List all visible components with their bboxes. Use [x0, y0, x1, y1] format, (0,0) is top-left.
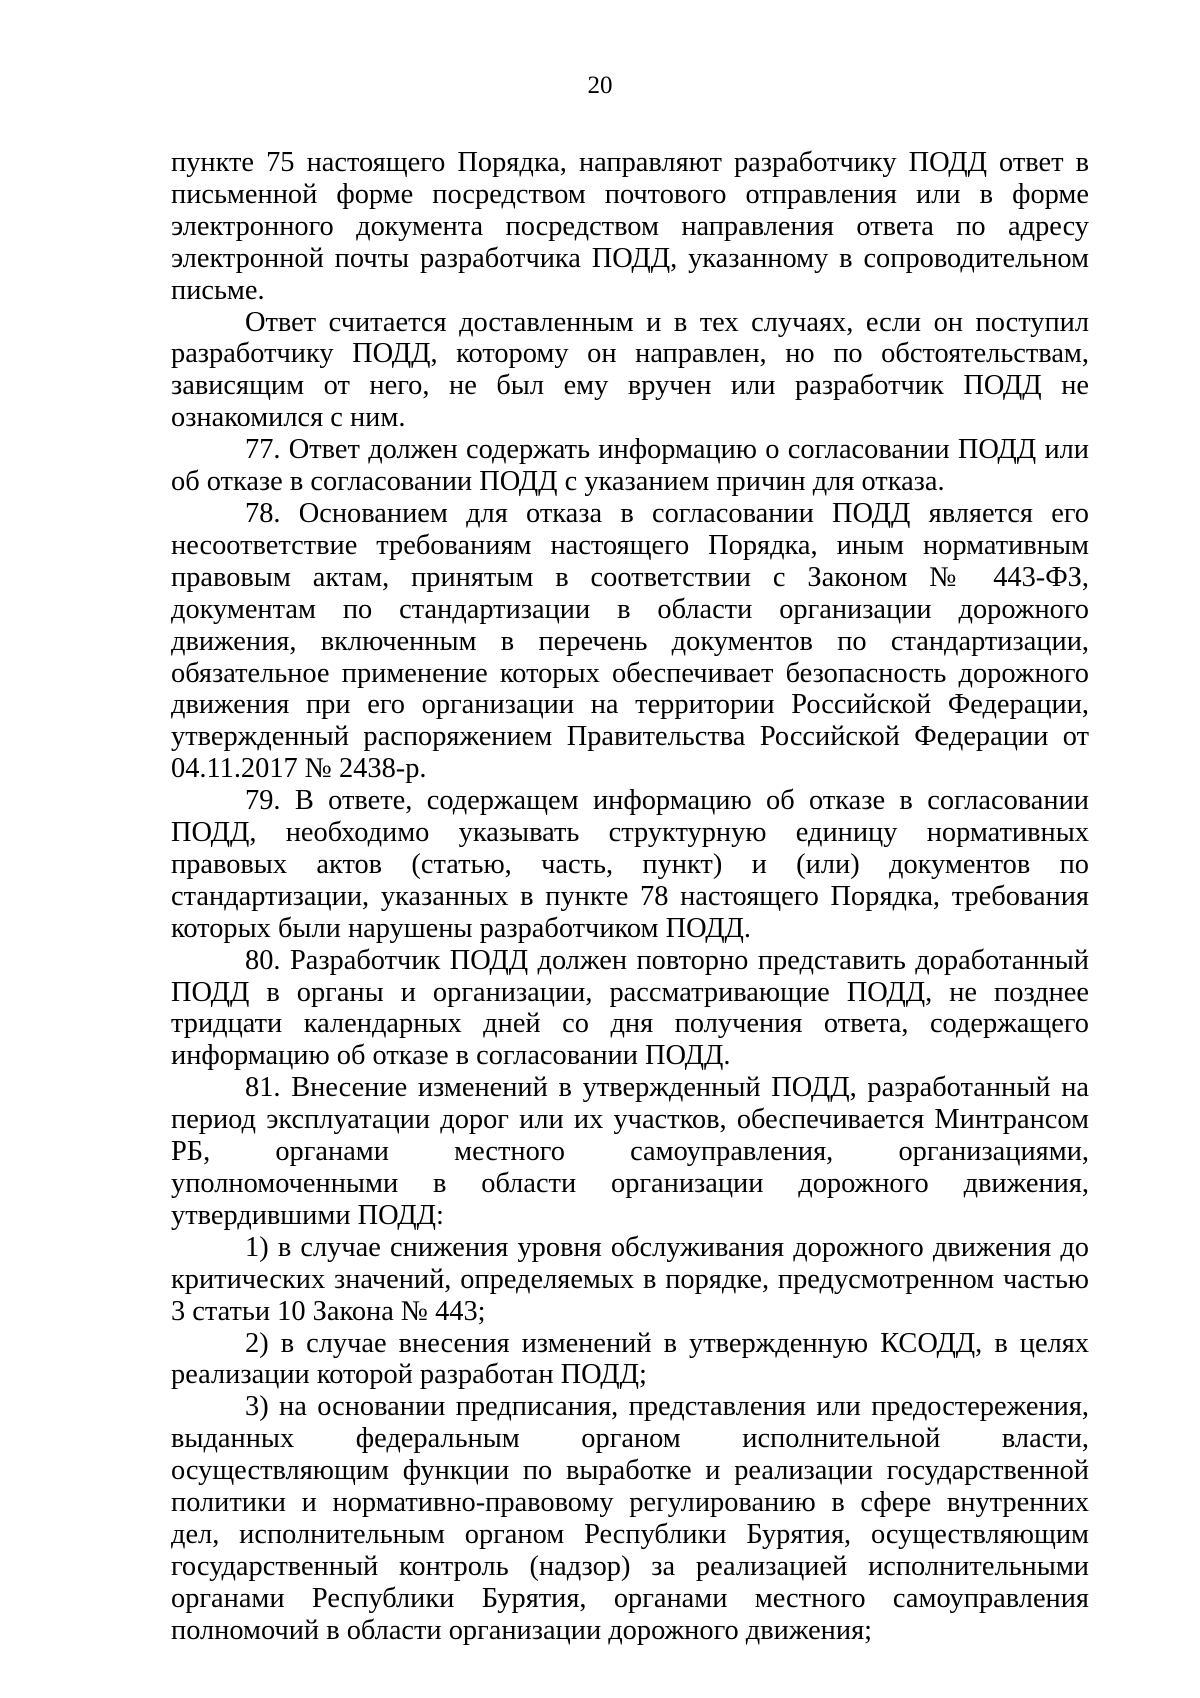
document-body — [171, 147, 1089, 1647]
paragraph-continuation: пункте 75 настоящего Порядка, направляют разработчику ПОДД ответ в письменной форме посредством почтового отправления или в форме электронного документа посредством направления ответа по адресу электронной почты разработчика ПОДД, указанному в сопроводительном письме. — [171, 147, 1089, 306]
paragraph-77: 77. Ответ должен содержать информацию о согласовании ПОДД или об отказе в согласовании ПОДД с указанием причин для отказа. — [171, 434, 1089, 498]
paragraph-79: 79. В ответе, содержащем информацию об отказе в согласовании ПОДД, необходимо указывать структурную единицу нормативных правовых актов (статью, часть, пункт) и (или) документов по стандартизации, указанных в пункте 78 настоящего Порядка, требования которых были нарушены разработчиком ПОДД. — [171, 785, 1089, 944]
list-item-1: 1) в случае снижения уровня обслуживания дорожного движения до критических значений, определяемых в порядке, предусмотренном частью 3 статьи 10 Закона № 443; — [171, 1231, 1089, 1327]
paragraph-81: 81. Внесение изменений в утвержденный ПОДД, разработанный на период эксплуатации дорог или их участков, обеспечивается Минтрансом РБ, органами местного самоуправления, организациями, уполномоченными в области организации дорожного движения, утвердившими ПОДД: — [171, 1072, 1089, 1231]
paragraph-delivery: Ответ считается доставленным и в тех случаях, если он поступил разработчику ПОДД, которому он направлен, но по обстоятельствам, зависящим от него, не был ему вручен или разработчик ПОДД не ознакомился с ним. — [171, 306, 1089, 434]
list-item-3: 3) на основании предписания, представления или предостережения, выданных федеральным органом исполнительной власти, осуществляющим функции по выработке и реализации государственной политики и нормативно-правовому регулированию в сфере внутренних дел, исполнительным органом Республики Бурятия, осуществляющим государственный контроль (надзор) за реализацией исполнительными органами Республики Бурятия, органами местного самоуправления полномочий в области организации дорожного движения; — [171, 1391, 1089, 1646]
list-item-2: 2) в случае внесения изменений в утвержденную КСОДД, в целях реализации которой разработан ПОДД; — [171, 1327, 1089, 1391]
paragraph-78: 78. Основанием для отказа в согласовании ПОДД является его несоответствие требованиям настоящего Порядка, иным нормативным правовым актам, принятым в соответствии с Законом № 443-ФЗ, документам по стандартизации в области организации дорожного движения, включенным в перечень документов по стандартизации, обязательное применение которых обеспечивает безопасность дорожного движения при его организации на территории Российской Федерации, утвержденный распоряжением Правительства Российской Федерации от 04.11.2017 № 2438-р. — [171, 497, 1089, 785]
page-number: 20 — [587, 72, 613, 99]
paragraph-80: 80. Разработчик ПОДД должен повторно представить доработанный ПОДД в органы и организации, рассматривающие ПОДД, не позднее тридцати календарных дней со дня получения ответа, содержащего информацию об отказе в согласовании ПОДД. — [171, 944, 1089, 1072]
